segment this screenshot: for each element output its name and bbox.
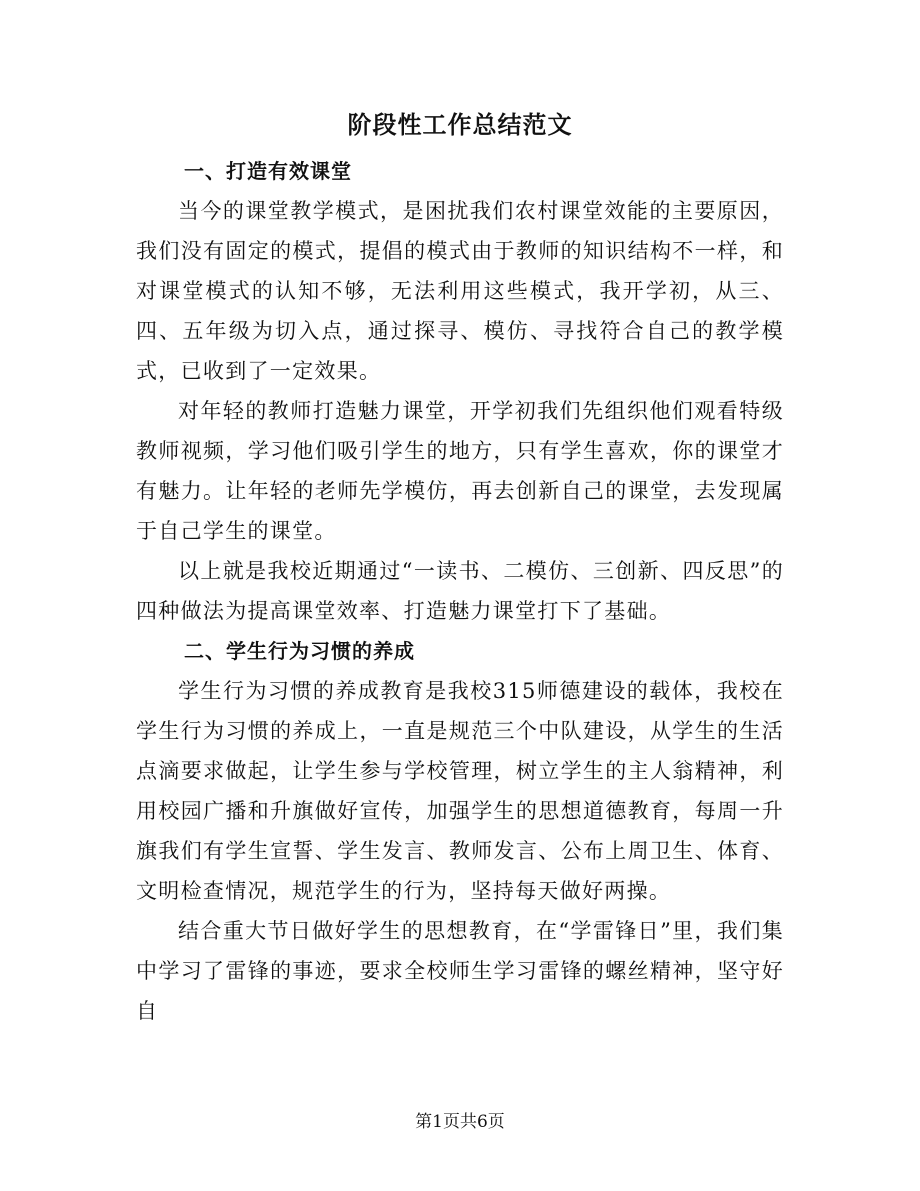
- section-heading-1: 一、打造有效课堂: [184, 159, 352, 183]
- page-title: 阶段性工作总结范文: [347, 110, 573, 139]
- paragraph: 学生行为习惯的养成教育是我校315师德建设的载体，我校在学生行为习惯的养成上，一直是规范三个中队建设，从学生的生活点滴要求做起，让学生参与学校管理，树立学生的主人翁精神，利用校园广播和升旗做好宣传，加强学生的思想道德教育，每周一升旗我们有学生宣誓、学生发言、教师发言、公布上周卫生、体育、文明检查情况，规范学生的行为，坚持每天做好两操。: [136, 679, 784, 903]
- section-heading-2: 二、学生行为习惯的养成: [184, 639, 415, 663]
- page-footer: 第1页共6页: [415, 1112, 505, 1132]
- paragraph: 结合重大节日做好学生的思想教育，在“学雷锋日”里，我们集中学习了雷锋的事迹，要求全校师生学习雷锋的螺丝精神，坚守好自: [136, 919, 784, 1023]
- document-body: [136, 151, 784, 1031]
- paragraph: 以上就是我校近期通过“一读书、二模仿、三创新、四反思”的四种做法为提高课堂效率、打造魅力课堂打下了基础。: [136, 559, 784, 623]
- paragraph: 对年轻的教师打造魅力课堂，开学初我们先组织他们观看特级教师视频，学习他们吸引学生的地方，只有学生喜欢，你的课堂才有魅力。让年轻的老师先学模仿，再去创新自己的课堂，去发现属于自己学生的课堂。: [136, 399, 784, 543]
- paragraph: 当今的课堂教学模式，是困扰我们农村课堂效能的主要原因，我们没有固定的模式，提倡的模式由于教师的知识结构不一样，和对课堂模式的认知不够，无法利用这些模式，我开学初，从三、四、五年级为切入点，通过探寻、模仿、寻找符合自己的教学模式，已收到了一定效果。: [136, 199, 784, 383]
